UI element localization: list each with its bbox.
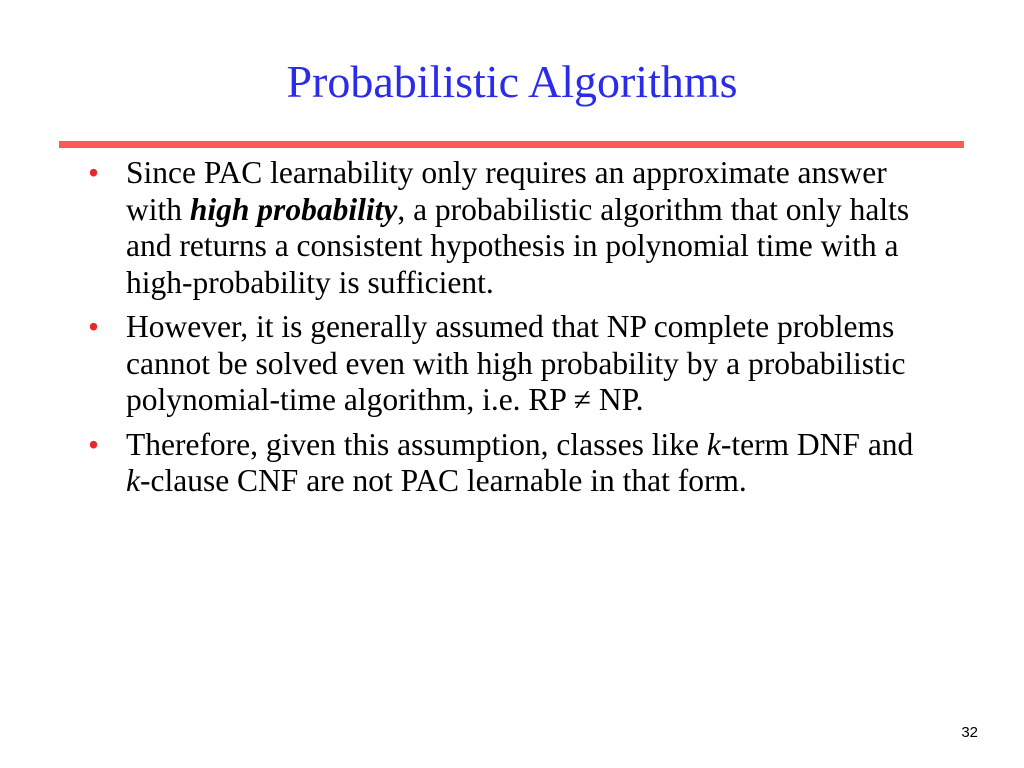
bullet-marker: • [88,155,100,190]
bullet-text-segment: , a probabilistic algorithm that only halts and returns a consistent hypothesis in polynomial time with a high-probability is sufficient. [126,191,910,300]
bullet-item-pac-learnability [88,155,938,301]
title-divider [59,141,964,148]
bullet-text-segment: -clause CNF are not PAC learnable in that form. [139,463,747,498]
slide-title: Probabilistic Algorithms [286,56,738,107]
emphasis-high-probability: high probability [189,191,398,227]
bullet-item-not-pac-learnable [88,427,938,500]
bullet-list [88,155,938,508]
bullet-marker: • [88,309,100,344]
variable-k: k [706,426,721,462]
bullet-text-segment: Since PAC learnability only requires an approximate answer with [126,155,887,227]
page-number: 32 [961,724,978,741]
bullet-text-segment: -term DNF and [720,426,914,462]
bullet-text-segment: Therefore, given this assumption, classes like [126,426,707,462]
bullet-item-rp-np [88,309,938,419]
variable-k: k [126,463,140,498]
bullet-marker: • [88,426,100,462]
bullet-text-segment: However, it is generally assumed that NP complete problems cannot be solved even with high probability by a probabilistic polynomial-time algorithm, i.e. RP ≠ NP. [126,309,906,417]
bullet-text [126,427,938,500]
bullet-text [126,309,938,419]
bullet-text [126,155,938,301]
